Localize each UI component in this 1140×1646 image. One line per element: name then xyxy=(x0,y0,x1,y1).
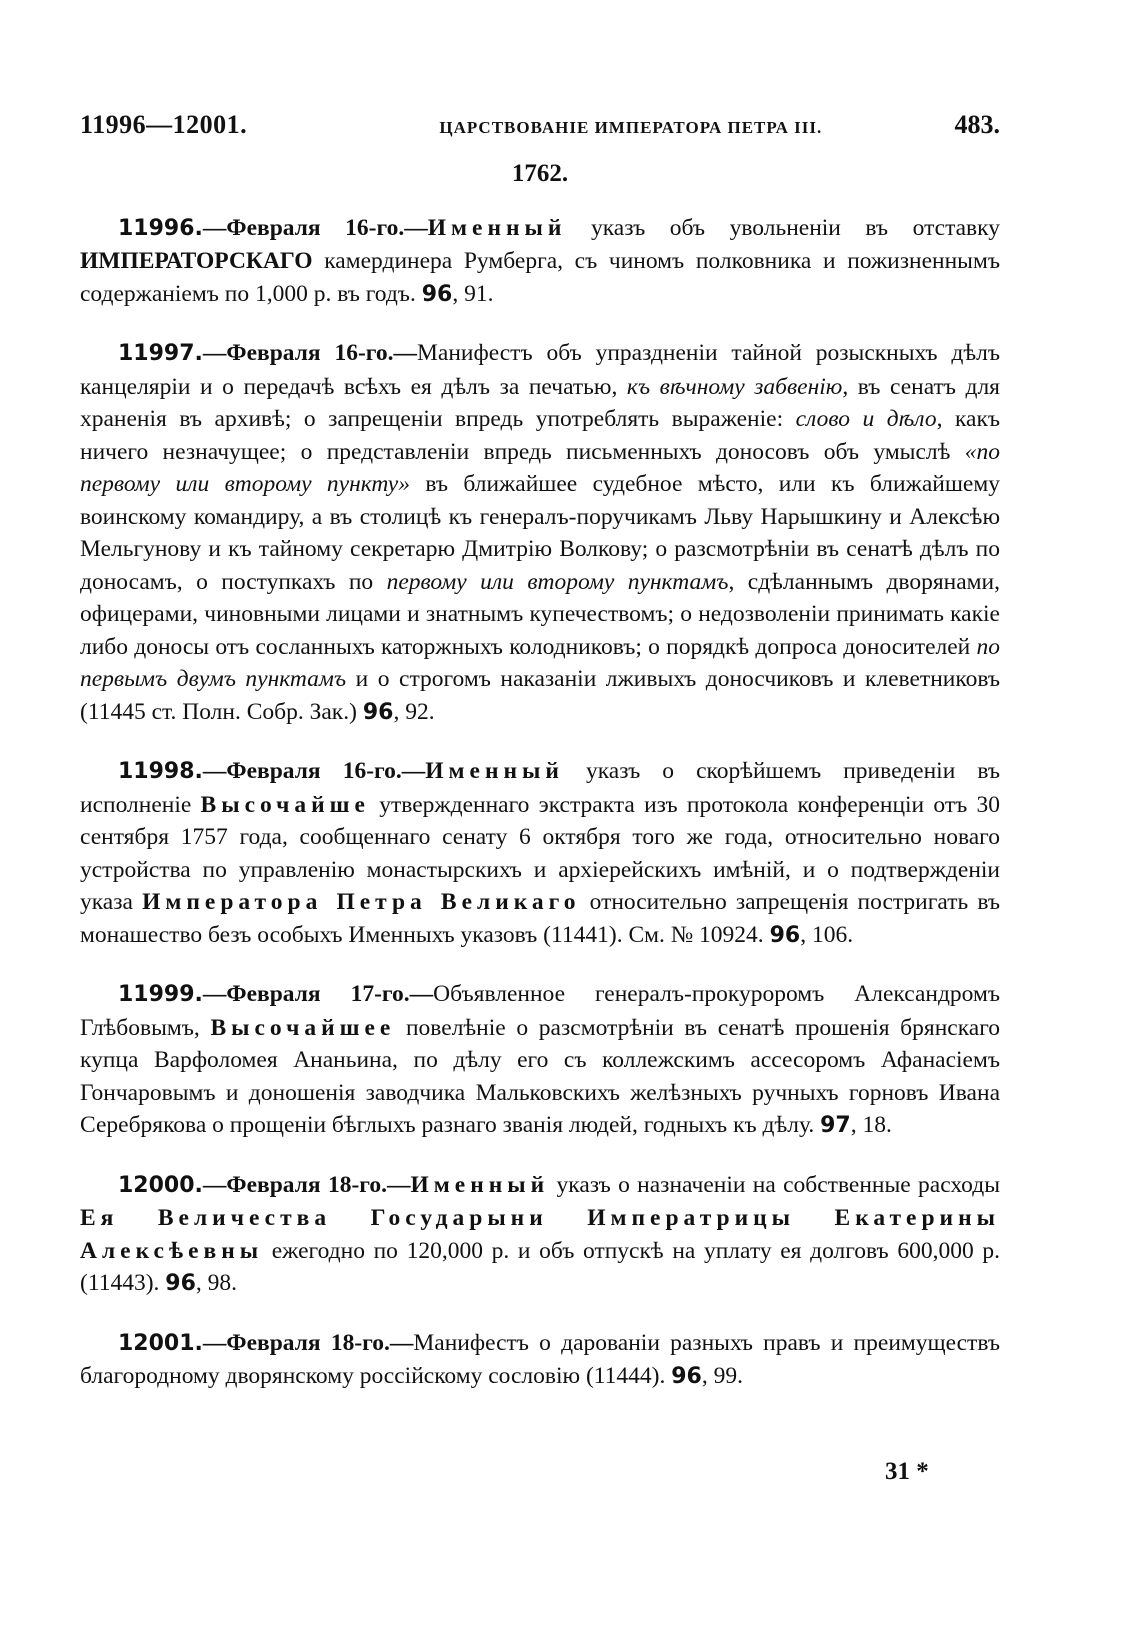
entry-text: , въ сенатъ для храненія въ архивѣ; о запрещеніи впредь употреблять выраженіе: xyxy=(80,373,1000,432)
entry xyxy=(80,978,1000,1143)
entry-text: по первымъ двумъ пунктамъ xyxy=(80,633,1000,692)
entry-number: 11997. xyxy=(118,341,203,366)
volume-page: , 106. xyxy=(800,921,854,948)
entry-text: повелѣніе о разсмотрѣніи въ сенатѣ прошенія брянскаго купца Варфоломея Ананьина, по дѣлу его съ коллежскимъ ассесоромъ Афанасіемъ Гончаровымъ и доношенія заводчика Мальковскихъ желѣзныхъ ручныхъ горновъ Ивана Серебрякова о прощеніи бѣглыхъ разнаго званія людей, годныхъ къ дѣлу. xyxy=(80,1014,1001,1138)
volume-number: 96 xyxy=(671,1364,702,1389)
entry xyxy=(80,755,1000,952)
entry-date: —Февраля 16-го.— xyxy=(202,758,426,784)
entry-text: первому или второму пунктамъ xyxy=(386,568,729,595)
page xyxy=(80,110,1000,1420)
volume-number: 96 xyxy=(421,281,453,307)
entry xyxy=(80,1327,1000,1394)
entry-text: ИМПЕРАТОРСКАГО xyxy=(80,248,313,274)
entry-text: указъ о назначеніи на собственные расходы xyxy=(549,1171,1000,1198)
entry-date: —Февраля 18-го.— xyxy=(202,1329,414,1356)
entry-text: , сдѣланнымъ дворянами, офицерами, чиновными лицами и знатнымъ купечествомъ; о недозволеніи принимать какіе либо доносы отъ сосланныхъ каторжныхъ колодниковъ; о порядкѣ допроса доносителей xyxy=(80,568,1000,660)
entry-text: относительно запрещенія постригать въ монашество безъ особыхъ Именныхъ указовъ (11441). См. № 10924. xyxy=(80,889,1000,948)
header-range: 11996—12001. xyxy=(80,110,248,139)
entry-number: 12000. xyxy=(118,1172,203,1198)
volume-number: 96 xyxy=(769,922,801,948)
entry-text: камердинера Румберга, съ чиномъ полковника и пожизненнымъ содержаніемъ по 1,000 р. въ годъ. xyxy=(80,248,1000,307)
entry-text: Манифестъ объ упраздненіи тайной розыскныхъ дѣлъ канцеляріи и о передачѣ всѣхъ ея дѣлъ за печатью, xyxy=(80,340,1000,400)
volume-page: , 91. xyxy=(452,280,494,307)
running-head xyxy=(80,110,1000,150)
entry-number: 11998. xyxy=(118,759,203,784)
entry-text: Именный xyxy=(425,758,564,784)
entry-text: Ея Величества Государыни Императрицы Екатерины Алексѣевны xyxy=(80,1205,1000,1264)
volume-number: 97 xyxy=(820,1113,851,1138)
volume-page: , 18. xyxy=(850,1112,892,1138)
entry-number: 12001. xyxy=(118,1330,203,1356)
volume-number: 96 xyxy=(165,1271,196,1296)
entry-text: , какъ ничего незначущее; о представленіи впредь письменныхъ доносовъ объ умыслѣ xyxy=(80,406,1001,465)
entry-text: указъ объ увольненіи въ отставку xyxy=(566,214,1000,241)
year-heading: 1762. xyxy=(511,160,569,187)
volume-page: , 92. xyxy=(393,698,435,725)
entry-text: Императора Петра Великаго xyxy=(142,889,581,915)
entry-text: Манифестъ о дарованіи разныхъ правъ и преимуществъ благородному дворянскому россійскому сословію (11444). xyxy=(80,1329,1000,1389)
entry-text: Именный xyxy=(427,214,567,241)
entry-text: Объявленное генералъ-прокуроромъ Александромъ Глѣбовымъ, xyxy=(80,981,1000,1041)
entry-date: —Февраля 16-го.— xyxy=(202,214,428,241)
entries-list xyxy=(80,212,1000,1394)
entry-text: утвержденнаго экстракта изъ протокола конференціи отъ 30 сентября 1757 года, сообщеннаго сенату 6 октября того же года, относительно новаго устройства по управленію монастырскихъ и архіерейскихъ имѣній, и о подтвержденіи указа xyxy=(80,791,1000,915)
entry-date: —Февраля 18-го.— xyxy=(202,1171,411,1198)
entry-text: въ ближайшее судебное мѣсто, или къ ближайшему воинскому командиру, а въ столицѣ къ генералъ-поручикамъ Льву Нарышкину и Алексѣю Мельгунову и къ тайному секретарю Дмитрію Волкову; о разсмотрѣніи въ сенатѣ дѣлъ по доносамъ, о поступкахъ по xyxy=(80,471,1000,595)
entry-text: и о строгомъ наказаніи лживыхъ доносчиковъ и клеветниковъ (11445 ст. Полн. Собр. Зак.) xyxy=(80,666,1000,725)
entry-number: 11999. xyxy=(118,982,203,1007)
entry-text: къ вѣчному забвенію xyxy=(626,373,843,400)
entry-date: —Февраля 16-го.— xyxy=(202,340,418,366)
page-number: 483. xyxy=(954,110,1000,139)
signature-mark: 31 * xyxy=(885,1458,929,1485)
entry-number: 11996. xyxy=(118,215,203,241)
entry xyxy=(80,337,1000,729)
volume-page: , 99. xyxy=(701,1363,743,1389)
entry-text: «по первому или второму пункту» xyxy=(80,438,1000,497)
volume-page: , 98. xyxy=(195,1270,238,1296)
entry-text: Именный xyxy=(410,1171,550,1198)
entry xyxy=(80,1169,1000,1301)
entry-date: —Февраля 17-го.— xyxy=(202,981,434,1007)
entry xyxy=(80,212,1000,312)
header-title: ЦАРСТВОВАНІЕ ИМПЕРАТОРА ПЕТРА III. xyxy=(439,118,823,137)
volume-number: 96 xyxy=(362,699,394,725)
entry-text: слово и дѣло xyxy=(795,406,937,432)
entry-text: Высочайшее xyxy=(210,1014,396,1041)
entry-text: ежегодно по 120,000 р. и объ отпускѣ на уплату ея долговъ 600,000 р. (11443). xyxy=(80,1237,1000,1296)
entry-text: Высочайше xyxy=(200,791,370,818)
entry-text: указъ о скорѣйшемъ приведеніи въ исполненіе xyxy=(80,758,1000,818)
